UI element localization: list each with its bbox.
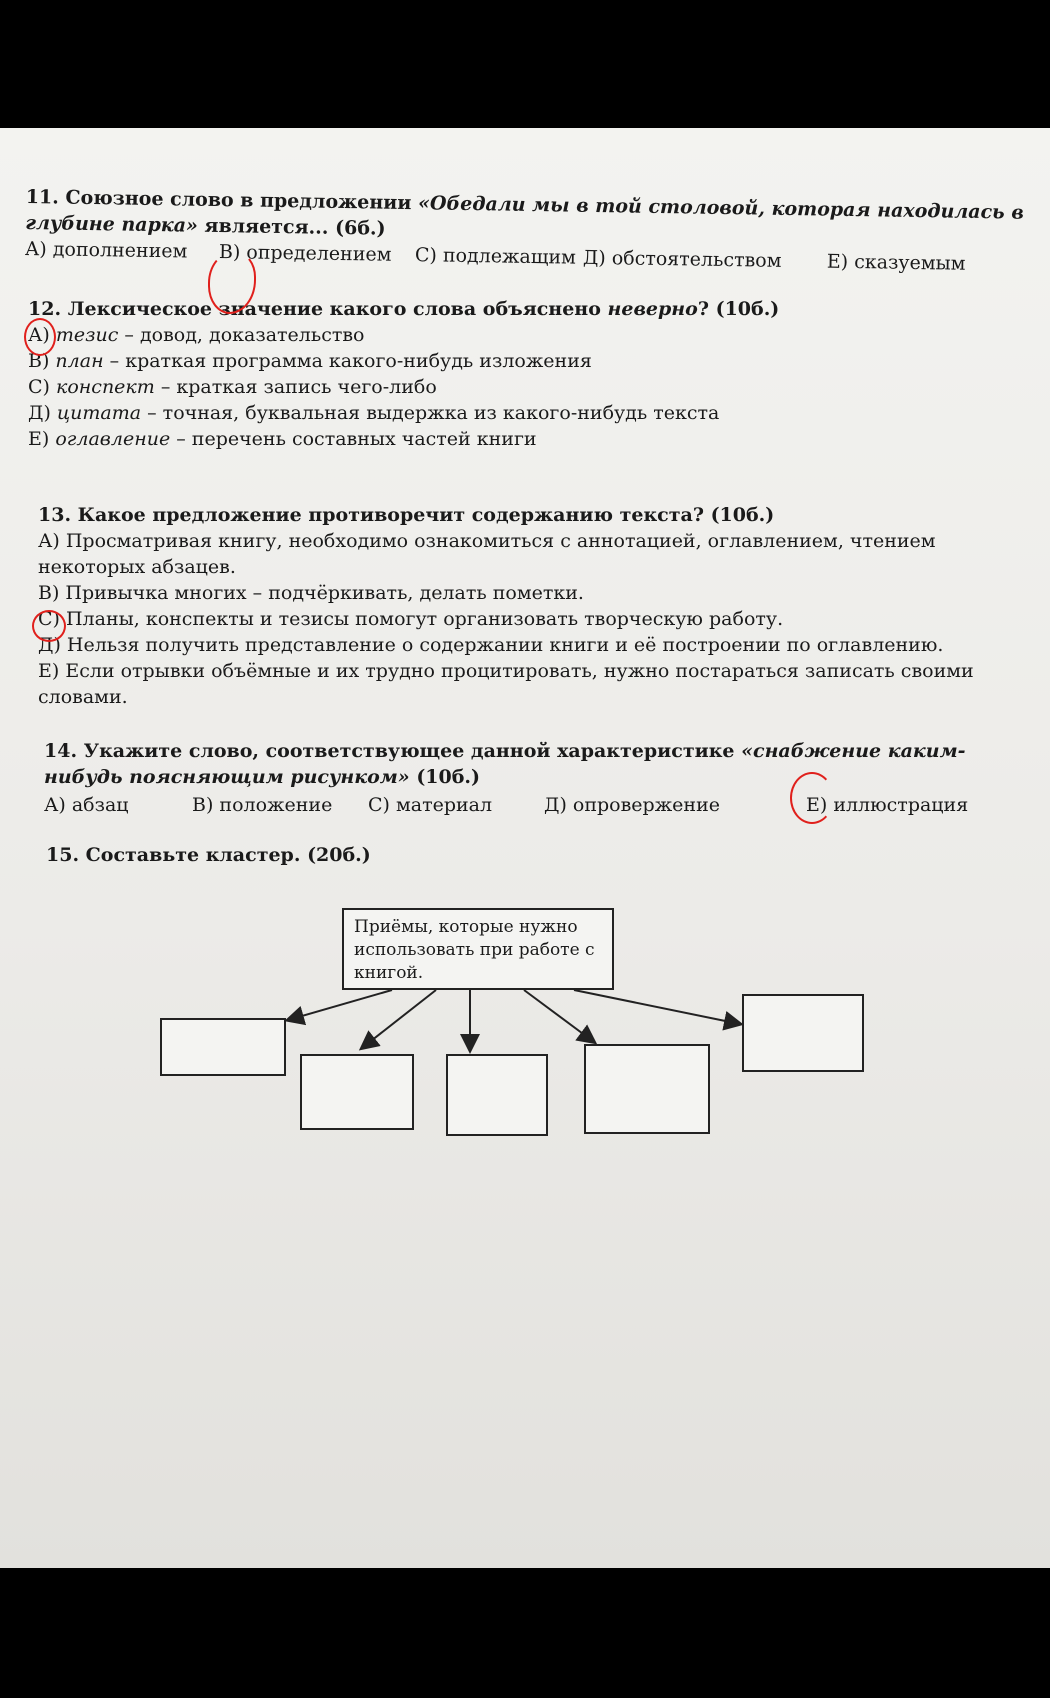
question-number: 11.	[25, 185, 60, 209]
option-definition: – краткая программа какого-нибудь изложения	[109, 350, 592, 372]
option-word: план	[55, 350, 104, 372]
option-c[interactable]: С) материал	[368, 794, 493, 816]
option-word: конспект	[56, 376, 155, 398]
option-word: цитата	[56, 402, 142, 424]
question-tail: (10б.)	[416, 766, 481, 788]
question-text: 14. Укажите слово, соответствующее данной характеристике	[44, 740, 735, 762]
arrow-to-box-1	[288, 990, 392, 1020]
option-definition: – перечень составных частей книги	[176, 428, 537, 450]
option-letter: А)	[28, 324, 50, 346]
option-definition: – довод, доказательство	[124, 324, 365, 346]
option-a[interactable]: А) Просматривая книгу, необходимо ознакомиться с аннотацией, оглавлением, чтением некоторых абзацев.	[38, 530, 936, 578]
cluster-arrows	[0, 128, 1050, 1568]
option-b[interactable]: В) определением	[218, 241, 392, 266]
cluster-root-text: Приёмы, которые нужно использовать при работе с книгой.	[354, 917, 595, 983]
question-tail: является... (6б.)	[204, 214, 386, 240]
question-13-title: 13. Какое предложение противоречит содержанию текста? (10б.)	[38, 504, 775, 526]
option-c[interactable]: С) подлежащим	[414, 244, 577, 269]
question-text: Союзное слово в предложении	[65, 186, 412, 215]
question-text: Лексическое значение какого слова объяснено	[67, 298, 601, 320]
option-word: оглавление	[55, 428, 171, 450]
option-letter: Д)	[28, 402, 51, 424]
option-e[interactable]: Е) иллюстрация	[806, 794, 969, 816]
option-letter: В)	[28, 350, 50, 372]
pen-mark-q13	[32, 610, 66, 642]
option-a[interactable]: А) дополнением	[24, 237, 188, 263]
pen-mark-q12	[24, 318, 56, 356]
option-c[interactable]: С) Планы, конспекты и тезисы помогут организовать творческую работу.	[38, 608, 784, 630]
question-tail: ? (10б.)	[697, 298, 780, 320]
option-d[interactable]: Д) обстоятельством	[582, 246, 782, 272]
option-letter: С)	[28, 376, 50, 398]
option-word: тезис	[55, 324, 119, 346]
option-definition: – точная, буквальная выдержка из какого-нибудь текста	[147, 402, 720, 424]
option-e[interactable]: Е) сказуемым	[826, 250, 966, 275]
question-15-title: 15. Составьте кластер. (20б.)	[46, 844, 371, 866]
pen-mark-q14	[790, 772, 834, 824]
worksheet-page	[0, 128, 1050, 1568]
option-a[interactable]: А) абзац	[44, 794, 129, 816]
question-emphasis: неверно	[607, 298, 698, 320]
arrow-to-box-4	[524, 990, 594, 1042]
option-b[interactable]: В) положение	[192, 794, 333, 816]
arrow-to-box-5	[574, 990, 740, 1024]
option-d[interactable]: Д) Нельзя получить представление о содержании книги и её построении по оглавлению.	[38, 634, 944, 656]
question-number: 12.	[28, 298, 62, 320]
question-quote: «снабжение каким-нибудь поясняющим рисунком»	[44, 740, 966, 788]
option-definition: – краткая запись чего-либо	[160, 376, 437, 398]
option-e[interactable]: Е) Если отрывки объёмные и их трудно процитировать, нужно постараться записать своими словами.	[38, 660, 974, 708]
option-letter: Е)	[28, 428, 50, 450]
question-quote: «Обедали мы в той столовой, которая находилась в глубине парка»	[25, 192, 1024, 237]
option-d[interactable]: Д) опровержение	[544, 794, 721, 816]
arrow-to-box-2	[362, 990, 436, 1048]
option-b[interactable]: В) Привычка многих – подчёркивать, делать пометки.	[38, 582, 584, 604]
